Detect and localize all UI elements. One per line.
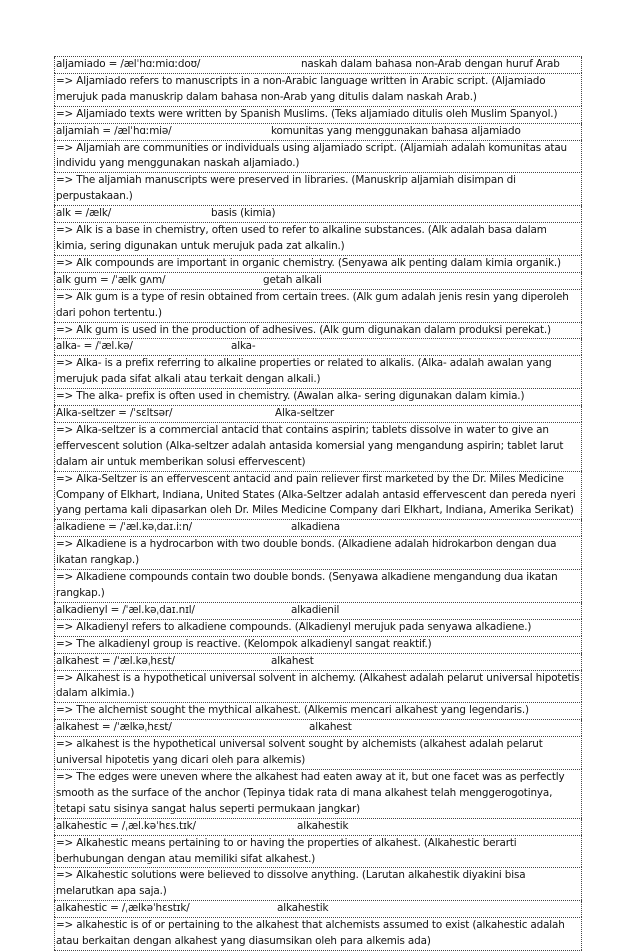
- dictionary-entry: [54, 339, 582, 406]
- example-sentence: => alkahestic is of or pertaining to the alkahest that alchemists assumed to exist (alkahestic adalah atau berkaitan dengan alkahest yang diasumsikan oleh para alkemis ada): [54, 917, 582, 950]
- definition: alkahest: [309, 721, 352, 734]
- example-sentence: => Alkadiene compounds contain two double bonds. (Senyawa alkadiene mengandung dua ikatan rangkap.): [54, 569, 582, 602]
- entry-header: [54, 654, 582, 670]
- headword: alkahestic = /ˌæl.kəˈhɛs.tɪk/: [56, 819, 196, 832]
- headword: aljamiado = /ælˈhɑːmiɑːdoʊ/: [56, 58, 201, 70]
- headword: alka- = /ˈæl.kə/: [56, 340, 133, 353]
- dictionary-entry: [54, 273, 582, 340]
- entry-header: [54, 124, 582, 140]
- entry-header: [54, 901, 582, 917]
- dictionary-entry: [54, 406, 582, 520]
- dictionary-entry: [54, 901, 582, 951]
- definition: alkahestik: [277, 902, 329, 915]
- example-sentence: => Alka-Seltzer is an effervescent antacid and pain reliever first marketed by the Dr. Miles Medicine Company of Elkhart, Indiana, United States (Alka-Seltzer adalah antasid effervescent dan pereda nyeri yang pertama kali dipasarkan oleh Dr. Miles Medicine Company dari Elkhart, Indiana, Amerika Serikat): [54, 471, 582, 520]
- entry-header: [54, 406, 582, 422]
- definition: naskah dalam bahasa non-Arab dengan huruf Arab: [301, 58, 560, 70]
- headword: alkahest = /ˈælkəˌhɛst/: [56, 721, 172, 734]
- example-sentence: => The edges were uneven where the alkahest had eaten away at it, but one facet was as perfectly smooth as the surface of the anchor (Tepinya tidak rata di mana alkahest telah menggerogotinya, tetapi satu sisinya sangat halus seperti permukaan jangkar): [54, 769, 582, 818]
- headword: alk gum = /ˈælk gʌm/: [56, 273, 166, 286]
- entry-header: [54, 603, 582, 619]
- example-sentence: => Aljamiado texts were written by Spanish Muslims. (Teks aljamiado ditulis oleh Muslim Spanyol.): [54, 106, 582, 123]
- entry-header: [54, 720, 582, 736]
- headword: alkahest = /ˈæl.kəˌhɛst/: [56, 654, 175, 667]
- entry-header: [54, 206, 582, 222]
- example-sentence: => The alka- prefix is often used in chemistry. (Awalan alka- sering digunakan dalam kimia.): [54, 388, 582, 405]
- headword: alkadienyl = /ˈæl.kəˌdaɪ.nɪl/: [56, 603, 195, 616]
- example-sentence: => The alchemist sought the mythical alkahest. (Alkemis mencari alkahest yang legendaris.): [54, 702, 582, 719]
- example-sentence: => Alka- is a prefix referring to alkaline properties or related to alkalis. (Alka- adalah awalan yang merujuk pada sifat alkali atau terkait dengan alkali.): [54, 355, 582, 388]
- example-sentence: => Alk is a base in chemistry, often used to refer to alkaline substances. (Alk adalah basa dalam kimia, sering digunakan untuk merujuk pada zat alkalin.): [54, 222, 582, 255]
- definition: alkadienil: [291, 603, 340, 616]
- dictionary-entry: [54, 56, 582, 124]
- entry-header: [54, 57, 582, 73]
- definition: komunitas yang menggunakan bahasa aljamiado: [271, 124, 521, 137]
- example-sentence: => Alka-seltzer is a commercial antacid that contains aspirin; tablets dissolve in water to give an effervescent solution (Alka-seltzer adalah antasida komersial yang mengandung aspirin; tablet larut dalam air untuk memberikan solusi effervescent): [54, 422, 582, 471]
- example-sentence: => Aljamiado refers to manuscripts in a non-Arabic language written in Arabic script. (Aljamiado merujuk pada manuskrip dalam bahasa non-Arab yang ditulis dalam naskah Arab.): [54, 73, 582, 106]
- definition: basis (kimia): [211, 207, 276, 220]
- example-sentence: => Alk gum is a type of resin obtained from certain trees. (Alk gum adalah jenis resin yang diperoleh dari pohon tertentu.): [54, 289, 582, 322]
- example-sentence: => Alkahest is a hypothetical universal solvent in alchemy. (Alkahest adalah pelarut universal hipotetis dalam alkimia.): [54, 670, 582, 703]
- dictionary-entry: [54, 819, 582, 902]
- entry-header: [54, 819, 582, 835]
- headword: alkadiene = /ˈæl.kəˌdaɪ.iːn/: [56, 521, 193, 534]
- definition: Alka-seltzer: [275, 407, 335, 420]
- dictionary-page: [54, 56, 582, 951]
- dictionary-entry: [54, 206, 582, 273]
- headword: alkahestic = /ˌælkəˈhɛstɪk/: [56, 902, 190, 915]
- example-sentence: => The aljamiah manuscripts were preserved in libraries. (Manuskrip aljamiah disimpan di perpustakaan.): [54, 172, 582, 205]
- dictionary-entry: [54, 124, 582, 207]
- entry-header: [54, 273, 582, 289]
- definition: alkadiena: [291, 521, 340, 534]
- dictionary-entry: [54, 520, 582, 603]
- definition: alkahestik: [297, 819, 349, 832]
- example-sentence: => Aljamiah are communities or individuals using aljamiado script. (Aljamiah adalah komunitas atau individu yang menggunakan naskah aljamiado.): [54, 140, 582, 173]
- dictionary-entry: [54, 720, 582, 818]
- dictionary-entry: [54, 654, 582, 721]
- example-sentence: => alkahest is the hypothetical universal solvent sought by alchemists (alkahest adalah pelarut universal hipotetis yang dicari oleh para alkemis): [54, 736, 582, 769]
- definition: getah alkali: [263, 273, 322, 286]
- example-sentence: => Alkadienyl refers to alkadiene compounds. (Alkadienyl merujuk pada senyawa alkadiene.): [54, 619, 582, 636]
- dictionary-entry: [54, 603, 582, 654]
- example-sentence: => The alkadienyl group is reactive. (Kelompok alkadienyl sangat reaktif.): [54, 636, 582, 653]
- headword: Alka-seltzer = /ˈsɛltsər/: [56, 407, 173, 420]
- example-sentence: => Alkadiene is a hydrocarbon with two double bonds. (Alkadiene adalah hidrokarbon dengan dua ikatan rangkap.): [54, 536, 582, 569]
- entry-header: [54, 339, 582, 355]
- example-sentence: => Alkahestic means pertaining to or having the properties of alkahest. (Alkahestic berarti berhubungan dengan atau memiliki sifat alkahest.): [54, 835, 582, 868]
- definition: alka-: [231, 340, 256, 353]
- example-sentence: => Alk gum is used in the production of adhesives. (Alk gum digunakan dalam produksi perekat.): [54, 322, 582, 339]
- example-sentence: => Alkahestic solutions were believed to dissolve anything. (Larutan alkahestik diyakini bisa melarutkan apa saja.): [54, 867, 582, 900]
- definition: alkahest: [271, 654, 314, 667]
- example-sentence: => Alk compounds are important in organic chemistry. (Senyawa alk penting dalam kimia organik.): [54, 255, 582, 272]
- entry-header: [54, 520, 582, 536]
- headword: alk = /ælk/: [56, 207, 112, 220]
- headword: aljamiah = /ælˈhɑːmiə/: [56, 124, 172, 137]
